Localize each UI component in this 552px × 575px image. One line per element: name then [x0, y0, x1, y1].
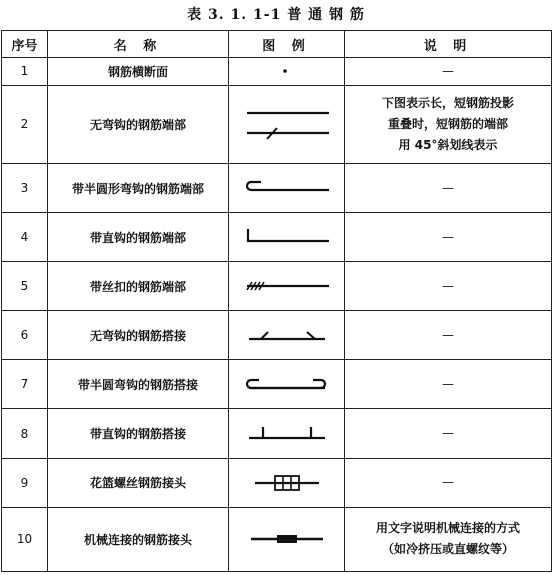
description-line: 下图表示长，短钢筋投影: [381, 95, 514, 110]
row-name: 无弯钩的钢筋搭接: [48, 311, 229, 360]
threaded-end-icon: [237, 274, 337, 298]
row-symbol: [229, 409, 345, 458]
row-symbol: [229, 85, 345, 164]
table-row: [2, 458, 552, 507]
header-symbol: 图 例: [229, 31, 345, 58]
table-row: [2, 213, 552, 262]
lap-semicircular-hook-icon: [237, 372, 337, 396]
row-no: 10: [2, 507, 48, 571]
row-no: 6: [2, 311, 48, 360]
rebar-legend-table: [1, 30, 552, 572]
row-description: —: [345, 58, 552, 86]
row-no: 7: [2, 360, 48, 409]
row-symbol: [229, 507, 345, 571]
row-no: 9: [2, 458, 48, 507]
row-name: 钢筋横断面: [48, 58, 229, 86]
description-line: 重叠时，短钢筋的端部: [387, 116, 508, 131]
header-description: 说 明: [345, 31, 552, 58]
row-description: —: [345, 409, 552, 458]
row-symbol: [229, 458, 345, 507]
row-no: 1: [2, 58, 48, 86]
header-row: [2, 31, 552, 58]
row-symbol: [229, 213, 345, 262]
row-description: —: [345, 458, 552, 507]
row-description: —: [345, 164, 552, 213]
description-line: （如冷挤压或直螺纹等）: [381, 542, 514, 557]
straight-hook-end-icon: [237, 225, 337, 249]
cross-section-dot-icon: [237, 61, 337, 81]
header-no: 序号: [2, 31, 48, 58]
table-row: [2, 507, 552, 571]
table-row: [2, 262, 552, 311]
row-symbol: [229, 164, 345, 213]
semicircular-hook-end-icon: [237, 176, 337, 200]
row-description: [345, 85, 552, 164]
table-row: [2, 311, 552, 360]
header-name: 名 称: [48, 31, 229, 58]
turnbuckle-joint-icon: [237, 471, 337, 495]
row-symbol: [229, 311, 345, 360]
row-name: 无弯钩的钢筋端部: [48, 85, 229, 164]
table-title: 表 3. 1. 1-1 普 通 钢 筋: [187, 7, 365, 23]
row-no: 5: [2, 262, 48, 311]
table-row: [2, 85, 552, 164]
row-no: 8: [2, 409, 48, 458]
row-name: 机械连接的钢筋接头: [48, 507, 229, 571]
row-description: —: [345, 213, 552, 262]
description-line: 用 45°斜划线表示: [398, 137, 498, 152]
end-no-hook-icon: [237, 99, 337, 149]
lap-straight-hook-icon: [237, 422, 337, 446]
row-symbol: [229, 360, 345, 409]
row-name: 带丝扣的钢筋端部: [48, 262, 229, 311]
table-row: [2, 164, 552, 213]
row-name: 花篮螺丝钢筋接头: [48, 458, 229, 507]
row-no: 3: [2, 164, 48, 213]
row-name: 带直钩的钢筋搭接: [48, 409, 229, 458]
row-description: —: [345, 311, 552, 360]
row-symbol: [229, 262, 345, 311]
row-description: —: [345, 262, 552, 311]
mechanical-joint-icon: [237, 527, 337, 551]
row-name: 带半圆弯钩的钢筋搭接: [48, 360, 229, 409]
row-name: 带直钩的钢筋端部: [48, 213, 229, 262]
description-line: 用文字说明机械连接的方式: [375, 521, 520, 536]
lap-no-hook-icon: [237, 323, 337, 347]
row-no: 2: [2, 85, 48, 164]
row-description: —: [345, 360, 552, 409]
table-row: [2, 409, 552, 458]
row-description: [345, 507, 552, 571]
table-row: [2, 58, 552, 86]
row-symbol: [229, 58, 345, 86]
table-row: [2, 360, 552, 409]
row-no: 4: [2, 213, 48, 262]
row-name: 带半圆形弯钩的钢筋端部: [48, 164, 229, 213]
